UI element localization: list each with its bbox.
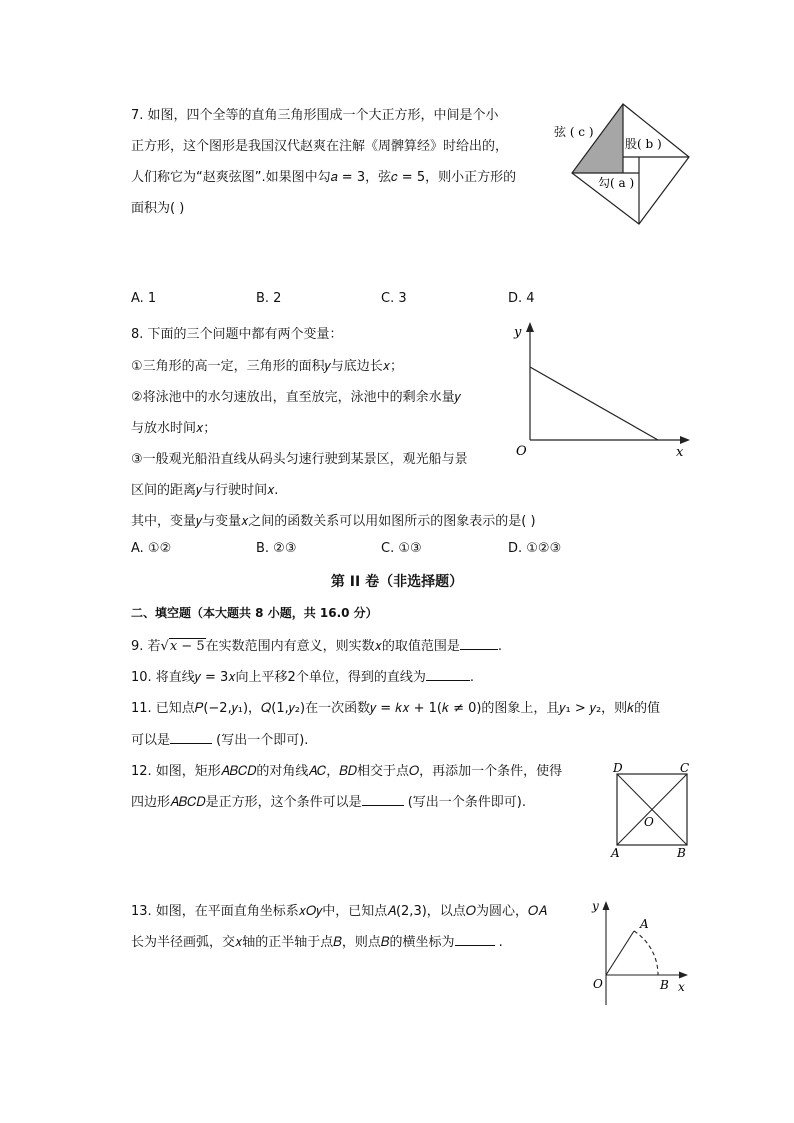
q8-line-7: 其中，变量𝑦与变量𝑥之间的函数关系可以用如图所示的图象表示的是( ) bbox=[131, 514, 536, 529]
q13-blank bbox=[455, 933, 495, 946]
q7-line-4: 面积为( ) bbox=[131, 201, 185, 216]
svg-text:y: y bbox=[514, 325, 522, 340]
q8-graph bbox=[510, 318, 695, 463]
q12-blank bbox=[362, 793, 404, 806]
decreasing-line bbox=[530, 367, 658, 440]
svg-text:A: A bbox=[640, 917, 649, 931]
q8-option-b: B. ②③ bbox=[256, 541, 297, 556]
square-abcd-diagram bbox=[607, 760, 697, 860]
q13-line-1: 13. 如图，在平面直角坐标系𝑥𝑂𝑦中，已知点𝐴(2,3)，以点𝑂为圆心，𝑂𝐴 bbox=[131, 904, 547, 919]
svg-text:D: D bbox=[613, 761, 623, 775]
section-title: 第 II 卷（非选择题） bbox=[330, 574, 464, 590]
label-a: 勾( a ) bbox=[598, 176, 635, 190]
q11-line-1: 11. 已知点𝑃(−2,𝑦₁)，𝑄(1,𝑦₂)在一次函数𝑦 = 𝑘𝑥 + 1(𝑘 ≠ 0)的图象上，且𝑦₁ > 𝑦₂，则𝑘的值 bbox=[131, 701, 661, 716]
q7-option-a: A. 1 bbox=[131, 291, 157, 306]
q7-option-d: D. 4 bbox=[508, 291, 535, 306]
q8-line-2: ①三角形的高一定，三角形的面积𝑦与底边长𝑥； bbox=[131, 359, 403, 374]
svg-text:y: y bbox=[592, 899, 599, 913]
q10: 10. 将直线𝑦 = 3𝑥向上平移2个单位，得到的直线为 . bbox=[131, 670, 474, 685]
q9-blank bbox=[460, 637, 498, 650]
svg-text:x: x bbox=[676, 445, 684, 460]
q8-option-a: A. ①② bbox=[131, 541, 172, 556]
q11-line-2: 可以是 (写出一个即可). bbox=[131, 733, 309, 748]
q8-line-1: 8. 下面的三个问题中都有两个变量： bbox=[131, 327, 343, 342]
svg-text:B: B bbox=[677, 846, 686, 860]
label-c: 弦 ( c ) bbox=[554, 125, 594, 139]
segment-oa bbox=[606, 931, 634, 975]
q8-line-5: ③一般观光船沿直线从码头匀速行驶到某景区，观光船与景 bbox=[131, 452, 468, 467]
svg-text:O: O bbox=[593, 977, 603, 991]
q8-line-4: 与放水时间𝑥； bbox=[131, 421, 217, 436]
q7-line-2: 正方形，这个图形是我国汉代赵爽在注解《周髀算经》时给出的， bbox=[131, 139, 509, 154]
q8-line-6: 区间的距离𝑦与行驶时间𝑥. bbox=[131, 483, 279, 498]
svg-text:C: C bbox=[680, 761, 690, 775]
q7-option-c: C. 3 bbox=[381, 291, 407, 306]
svg-text:O: O bbox=[644, 815, 654, 829]
q12-line-2: 四边形𝐴𝐵𝐶𝐷是正方形，这个条件可以是 (写出一个条件即可). bbox=[131, 795, 527, 810]
q7-line-3: 人们称它为“赵爽弦图”.如果图中勾𝑎 = 3，弦𝑐 = 5，则小正方形的 bbox=[131, 170, 517, 185]
section-subtitle: 二、填空题（本大题共 8 小题，共 16.0 分） bbox=[131, 606, 378, 620]
q11-blank bbox=[170, 731, 212, 744]
svg-text:B: B bbox=[660, 978, 669, 992]
svg-text:A: A bbox=[611, 846, 620, 860]
q12-line-1: 12. 如图，矩形𝐴𝐵𝐶𝐷的对角线𝐴𝐶，𝐵𝐷相交于点𝑂，再添加一个条件，使得 bbox=[131, 764, 563, 779]
q7-option-b: B. 2 bbox=[256, 291, 282, 306]
svg-text:x: x bbox=[678, 980, 685, 994]
zhao-shuang-diagram bbox=[552, 102, 697, 227]
radicand: 𝑥 − 5 bbox=[169, 639, 205, 654]
q13-coordinate-diagram bbox=[588, 895, 693, 1007]
q13-line-2: 长为半径画弧，交𝑥轴的正半轴于点𝐵，则点𝐵的横坐标为 . bbox=[131, 935, 503, 950]
q7-line-1: 7. 如图，四个全等的直角三角形围成一个大正方形，中间是个小 bbox=[131, 108, 499, 123]
q9: 9. 若√𝑥 − 5在实数范围内有意义，则实数𝑥的取值范围是 . bbox=[131, 639, 502, 654]
q8-option-d: D. ①②③ bbox=[508, 541, 562, 556]
label-b: 股( b ) bbox=[625, 137, 662, 151]
q8-option-c: C. ①③ bbox=[381, 541, 422, 556]
svg-text:O: O bbox=[516, 444, 527, 459]
q10-blank bbox=[426, 668, 470, 681]
arc-ab bbox=[634, 931, 658, 975]
q8-line-3: ②将泳池中的水匀速放出，直至放完，泳池中的剩余水量𝑦 bbox=[131, 390, 461, 405]
